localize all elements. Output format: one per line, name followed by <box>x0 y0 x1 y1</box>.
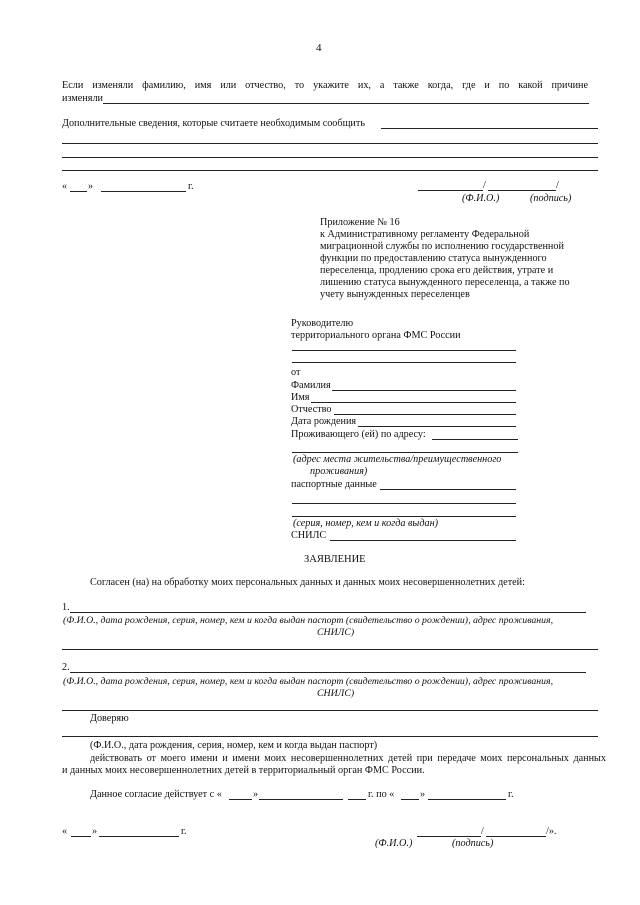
birth-date-label: Дата рождения <box>291 416 357 427</box>
valid-from-year-field[interactable] <box>348 799 366 800</box>
addressee-line-2: территориального органа ФМС России <box>291 330 461 341</box>
name-field[interactable] <box>311 402 516 403</box>
passport-field-3[interactable] <box>292 516 516 517</box>
name-label: Имя <box>291 392 310 403</box>
act-line-2: и данных моих несовершеннолетних детей в территориальный орган ФМС России. <box>62 765 425 776</box>
surname-label: Фамилия <box>291 380 331 391</box>
valid-from-day-field[interactable] <box>229 799 252 800</box>
address-caption-2: проживания) <box>310 466 368 477</box>
bottom-signature-field[interactable] <box>486 836 546 837</box>
valid-from-label: Данное согласие действует с « <box>90 789 222 800</box>
date-day-field[interactable] <box>70 191 87 192</box>
fio-field[interactable] <box>418 190 483 191</box>
addressee-field-2[interactable] <box>292 362 516 363</box>
bottom-fio-field[interactable] <box>417 836 481 837</box>
bottom-date-day-field[interactable] <box>71 836 91 837</box>
patronymic-field[interactable] <box>334 414 516 415</box>
signature-field[interactable] <box>488 190 556 191</box>
appendix-line-5: переселенца, продлению срока его действия, утрате и <box>320 265 554 276</box>
valid-to-year-suffix: г. <box>508 789 514 800</box>
additional-info-line-2[interactable] <box>62 143 598 144</box>
name-change-field[interactable] <box>103 103 589 104</box>
valid-to-close-quote: » <box>420 789 426 800</box>
from-label: от <box>291 367 301 378</box>
appendix-line-4: функции по предоставлению статуса вынужденного <box>320 253 547 264</box>
fio-caption: (Ф.И.О.) <box>462 193 500 204</box>
act-line-1: действовать от моего имени и имени моих несовершеннолетних детей при передаче моих персональных данных <box>90 753 606 764</box>
valid-to-day-field[interactable] <box>401 799 419 800</box>
appendix-line-3: миграционной службы по исполнению государственной <box>320 241 564 252</box>
appendix-line-6: лишению статуса вынужденного переселенца, а также по <box>320 277 570 288</box>
valid-from-close-quote: » <box>253 789 259 800</box>
consent-text: Согласен (на) на обработку моих персональных данных и данных моих несовершеннолетних детей: <box>90 577 525 588</box>
question-name-change: Если изменяли фамилию, имя или отчество, то укажите их, а также когда, где и по какой причине <box>62 80 588 91</box>
child-2-field[interactable] <box>70 672 586 673</box>
passport-field-1[interactable] <box>380 489 516 490</box>
address-field-1[interactable] <box>432 439 518 440</box>
bottom-date-open-quote: « <box>62 826 68 837</box>
bottom-end-mark: /». <box>546 826 557 837</box>
child-2-number: 2. <box>62 662 70 673</box>
appendix-line-7: учету вынужденных переселенцев <box>320 289 470 300</box>
date-year-suffix: г. <box>188 181 194 192</box>
passport-caption: (серия, номер, кем и когда выдан) <box>293 518 439 529</box>
slash-1: / <box>483 180 486 191</box>
address-caption-1: (адрес места жительства/преимущественного <box>293 454 502 465</box>
addressee-line-1: Руководителю <box>291 318 354 329</box>
valid-to-label: г. по « <box>368 789 395 800</box>
bottom-slash: / <box>481 826 484 837</box>
child-1-caption-2: СНИЛС) <box>317 627 355 638</box>
question-name-change-cont: изменяли <box>62 93 103 104</box>
residing-label: Проживающего (ей) по адресу: <box>291 429 426 440</box>
bottom-date-close-quote: » <box>92 826 98 837</box>
additional-info-field[interactable] <box>381 128 598 129</box>
bottom-date-month-field[interactable] <box>99 836 179 837</box>
slash-2: / <box>556 180 559 191</box>
trust-label: Доверяю <box>90 713 129 724</box>
additional-info-line-4[interactable] <box>62 170 598 171</box>
question-additional-info: Дополнительные сведения, которые считаете необходимым сообщить <box>62 118 365 129</box>
bottom-date-year-suffix: г. <box>181 826 187 837</box>
date-month-field[interactable] <box>101 191 186 192</box>
date-open-quote: « <box>62 181 68 192</box>
passport-field-2[interactable] <box>292 503 516 504</box>
child-2-caption-1: (Ф.И.О., дата рождения, серия, номер, кем и когда выдан паспорт (свидетельство о рождении), адрес проживания, <box>63 676 554 687</box>
trustee-field[interactable] <box>62 736 598 737</box>
signature-caption: (подпись) <box>530 193 572 204</box>
snils-label: СНИЛС <box>291 530 327 541</box>
child-2-caption-2: СНИЛС) <box>317 688 355 699</box>
valid-to-month-field[interactable] <box>428 799 506 800</box>
page-number: 4 <box>316 42 322 54</box>
address-field-2[interactable] <box>292 452 518 453</box>
trust-caption: (Ф.И.О., дата рождения, серия, номер, кем и когда выдан паспорт) <box>90 740 378 751</box>
statement-title: ЗАЯВЛЕНИЕ <box>304 554 366 565</box>
child-2-extra-line[interactable] <box>62 710 598 711</box>
child-1-field[interactable] <box>70 612 586 613</box>
date-close-quote: » <box>88 181 94 192</box>
snils-field[interactable] <box>330 540 516 541</box>
child-1-caption-1: (Ф.И.О., дата рождения, серия, номер, кем и когда выдан паспорт (свидетельство о рождении), адрес проживания, <box>63 615 554 626</box>
surname-field[interactable] <box>332 390 516 391</box>
child-1-number: 1. <box>62 602 70 613</box>
appendix-line-1: Приложение № 16 <box>320 217 400 228</box>
passport-label: паспортные данные <box>291 479 377 490</box>
birth-date-field[interactable] <box>358 426 516 427</box>
bottom-signature-caption: (подпись) <box>452 838 494 849</box>
appendix-line-2: к Административному регламенту Федеральной <box>320 229 530 240</box>
addressee-field-1[interactable] <box>292 350 516 351</box>
patronymic-label: Отчество <box>291 404 332 415</box>
child-1-extra-line[interactable] <box>62 649 598 650</box>
bottom-fio-caption: (Ф.И.О.) <box>375 838 413 849</box>
valid-from-month-field[interactable] <box>259 799 343 800</box>
additional-info-line-3[interactable] <box>62 157 598 158</box>
